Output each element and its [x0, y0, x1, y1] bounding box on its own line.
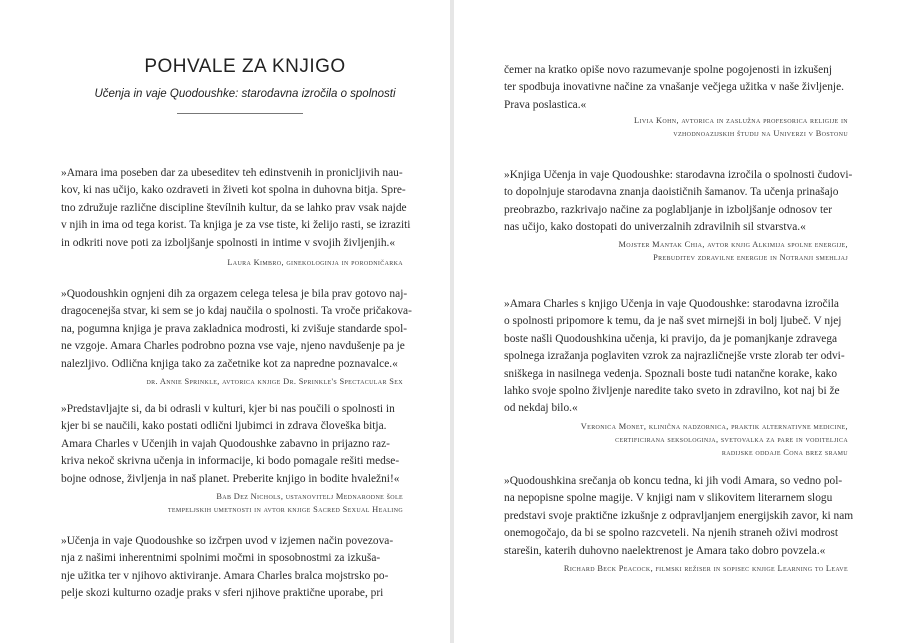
quote-line: Prava poslastica.«	[504, 98, 587, 111]
quote-line: preobrazbo, razkrivajo načine za poglabljanje in izboljšanje odnosov ter	[504, 203, 832, 216]
quote-line: sniškega in nasilnega vedenja. Spoznali boste tudi natančne korake, kako	[504, 367, 838, 380]
testimonial-quote	[61, 401, 431, 488]
quote-line: kriva nekoč skrivna učenja in informacije, ki bodo pomagale rešiti medse-	[61, 455, 400, 468]
testimonial-quote	[504, 167, 854, 237]
quote-line: od nekdaj bilo.«	[504, 402, 578, 415]
page-title: POHVALE ZA KNJIGO	[144, 56, 346, 77]
testimonial-quote	[61, 286, 431, 373]
quote-line: kov, ki nas učijo, kako ozdraveti in živeti kot spolna in duhovna bitja. Spre-	[61, 184, 406, 197]
testimonial-attribution	[61, 256, 403, 269]
quote-line: »Učenja in vaje Quodoushke so izčrpen uvod v izjemen način povezova-	[61, 535, 394, 547]
attribution-line: Prebuditev zdravilne energije in Notranji smehljaj	[653, 253, 848, 262]
quote-line: boste našli Quodoushkina učenja, ki pravijo, da je pomanjkanje zdravega	[504, 332, 838, 345]
quote-line: Amara Charles v Učenjih in vajah Quodoushke zabavno in prijazno raz-	[61, 437, 390, 450]
attribution-line: Veronica Monet, klinična nadzornica, praktik alternativne medicine,	[580, 422, 848, 431]
quote-line: čemer na kratko opiše novo razumevanje spolne pogojenosti in izkušenj	[504, 64, 833, 76]
quote-line: pelje skozi kulturno ozadje praks v sferi njihove praktične uporabe, pri	[61, 587, 384, 600]
title-divider	[177, 113, 303, 114]
attribution-line: dr. Annie Sprinkle, avtorica knjige Dr. Sprinkle's Spectacular Sex	[146, 377, 403, 386]
quote-line: na nepopisne spolne magije. V knjigi nam v slikovitem literarnem slogu	[504, 492, 833, 505]
testimonial-quote	[504, 473, 854, 560]
quote-line: starešin, katerih duhovno naelektrenost je Amara tako dobro povzela.«	[504, 544, 826, 557]
quote-line: kjer bi se naučili, kako postati odlični ljubimci in zdrava človeška bitja.	[61, 420, 387, 433]
testimonial-attribution	[61, 375, 403, 388]
quote-line: tno združuje različne discipline števílnih kultur, da se lahko prav vsak najde	[61, 201, 407, 214]
right-page	[454, 0, 907, 643]
quote-line: »Predstavljajte si, da bi odrasli v kulturi, kjer bi nas poučili o spolnosti in	[61, 403, 395, 415]
quote-line: nalezljivo. Odlična knjiga tako za začetnike kot za napredne poznavalce.«	[61, 357, 398, 370]
quote-line: »Amara ima poseben dar za ubeseditev teh edinstvenih in pronicljivih nau-	[61, 167, 403, 179]
testimonial-attribution	[61, 490, 403, 516]
attribution-line: Bab Dez Nichols, ustanovitelj Mednarodne šole	[216, 492, 403, 501]
quote-line: nje užitka ter v njihovo aktiviranje. Amara Charles bralca mojstrsko po-	[61, 569, 389, 582]
attribution-line: vzhodnoazijskih študij na Univerzi v Bostonu	[673, 129, 848, 138]
quote-line: »Quodoushkina srečanja ob koncu tedna, ki jih vodi Amara, so vedno pol-	[504, 475, 843, 487]
quote-line: o spolnosti pripomore k temu, da je naš svet mirnejši in bolj ljubeč. V njej	[504, 315, 842, 328]
quote-line: ter spodbuja inovativne načine za vnašanje večjega užitka v naše življenje.	[504, 81, 844, 94]
testimonial-quote	[504, 62, 854, 114]
quote-line: nja z našimi inherentnimi spolnimi močmi in sposobnostmi za izkuša-	[61, 552, 381, 565]
quote-line: v njih in ima od tega korist. Ta knjiga je za vse tiste, ki želijo rasti, se izraziti	[61, 219, 411, 232]
quote-line: bojne odnose, življenja in naš planet. Preberite knjigo in bodite hvaležni!«	[61, 472, 400, 485]
left-page	[0, 0, 450, 643]
quote-line: nas učijo, kako dostopati do univerzalnih zdravilnih sil stvarstva.«	[504, 221, 806, 234]
attribution-line: Mojster Mantak Chia, avtor knjig Alkimija spolne energije,	[618, 240, 848, 249]
quote-line: spolnega izražanja poglaviten vzrok za najrazličnejše vrste zlorab ter odvi-	[504, 350, 845, 363]
attribution-line: Laura Kimbro, ginekologinja in porodničarka	[227, 258, 403, 267]
attribution-line: tempeljskih umetnosti in avtor knjige Sacred Sexual Healing	[167, 505, 403, 514]
attribution-line: Livia Kohn, avtorica in zaslužna profesorica religije in	[634, 116, 848, 125]
attribution-line: radijske oddaje Cona brez sramu	[721, 448, 848, 457]
testimonial-attribution	[504, 238, 848, 264]
testimonial-attribution	[504, 114, 848, 140]
testimonial-attribution	[504, 420, 848, 459]
quote-line: lahko svoje spolno življenje naredite tako sveto in zdravilno, kot naj bi že	[504, 385, 840, 398]
testimonial-attribution	[504, 562, 848, 575]
quote-line: dragocenejša stvar, ki sem se jo kdaj naučila o spolnosti. Ta vroče pričakova-	[61, 305, 412, 318]
quote-line: na, pogumna knjiga je prava zakladnica modrosti, ki zvišuje standarde spol-	[61, 322, 408, 335]
quote-line: to dopolnjuje starodavna znanja daoističnih šamanov. Ta učenja prinašajo	[504, 186, 839, 199]
quote-line: onemogočajo, da bi se spolno razcveteli. Na njenih straneh oživi modrost	[504, 527, 839, 540]
quote-line: in odkriti nove poti za izboljšanje spolnosti in intime v svojih življenjih.«	[61, 236, 396, 249]
quote-line: predstavi svoje praktične izkušnje z odpravljanjem energijskih zavor, ki nam	[504, 509, 854, 522]
attribution-line: certificirana seksologinja, svetovalka za pare in voditeljica	[615, 435, 848, 444]
quote-line: »Knjiga Učenja in vaje Quodoushke: starodavna izročila o spolnosti čudovi-	[504, 169, 853, 181]
testimonial-quote	[504, 296, 854, 418]
testimonial-quote	[61, 533, 431, 603]
quote-line: ne vzgoje. Amara Charles podrobno pozna vse vaje, njeno navdušenje pa je	[61, 340, 405, 353]
quote-line: »Quodoushkin ognjeni dih za orgazem celega telesa je bila prav gotovo naj-	[61, 288, 408, 300]
attribution-line: Richard Beck Peacock, filmski režiser in sopisec knjige Learning to Leave	[563, 564, 848, 573]
quote-line: »Amara Charles s knjigo Učenja in vaje Quodoushke: starodavna izročila	[504, 298, 839, 310]
testimonial-quote	[61, 165, 431, 252]
book-subtitle: Učenja in vaje Quodoushke: starodavna izročila o spolnosti	[94, 88, 396, 100]
